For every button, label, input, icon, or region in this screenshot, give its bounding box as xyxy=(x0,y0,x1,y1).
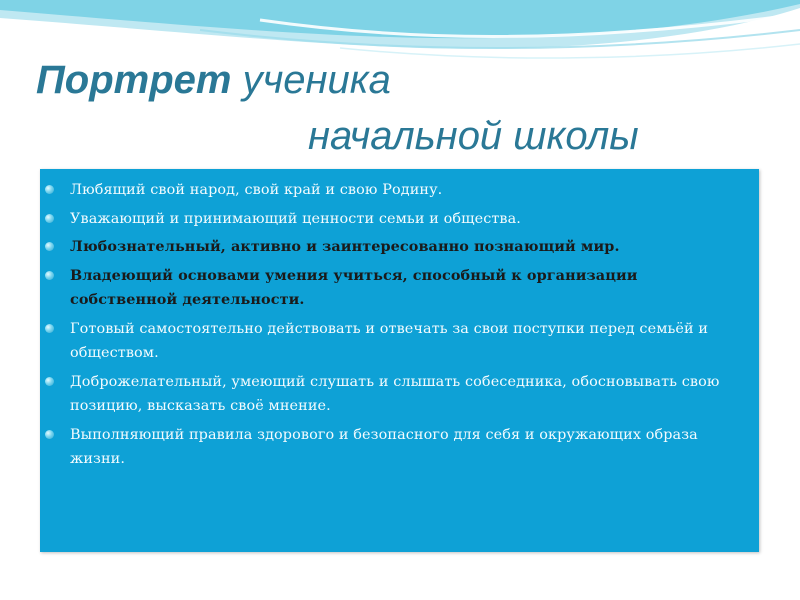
title-bold-word: Портрет xyxy=(36,58,232,102)
list-item-text: Выполняющий правила здорового и безопасного для себя и окружающих образа жизни. xyxy=(70,426,698,467)
bullet-icon xyxy=(45,214,54,223)
list-item xyxy=(70,178,749,203)
list-item-text: Любознательный, активно и заинтересованно познающий мир. xyxy=(70,238,620,255)
bullet-icon xyxy=(45,185,54,194)
bullet-icon xyxy=(45,430,54,439)
bullet-icon xyxy=(45,271,54,280)
list-item-text: Доброжелательный, умеющий слушать и слышать собеседника, обосновывать свою позицию, высказать своё мнение. xyxy=(70,373,720,414)
list-item-text: Уважающий и принимающий ценности семьи и общества. xyxy=(70,210,521,227)
list-item xyxy=(70,207,749,232)
list-item-text: Любящий свой народ, свой край и свою Родину. xyxy=(70,182,443,198)
list-item xyxy=(70,235,749,260)
title-line2: начальной школы xyxy=(308,114,639,158)
bullet-icon xyxy=(45,242,54,251)
bullet-list xyxy=(40,169,759,472)
list-item-text: Владеющий основами умения учиться, способный к организации собственной деятельности. xyxy=(70,266,638,308)
list-item xyxy=(70,317,749,366)
title-line1-rest: ученика xyxy=(231,58,391,102)
list-item xyxy=(70,370,749,419)
list-item xyxy=(70,264,749,313)
bullet-icon xyxy=(45,377,54,386)
list-item-text: Готовый самостоятельно действовать и отвечать за свои поступки перед семьёй и обществом. xyxy=(70,320,709,361)
slide-title xyxy=(36,52,776,164)
bullet-icon xyxy=(45,324,54,333)
list-item xyxy=(70,423,749,472)
content-panel xyxy=(40,169,759,552)
